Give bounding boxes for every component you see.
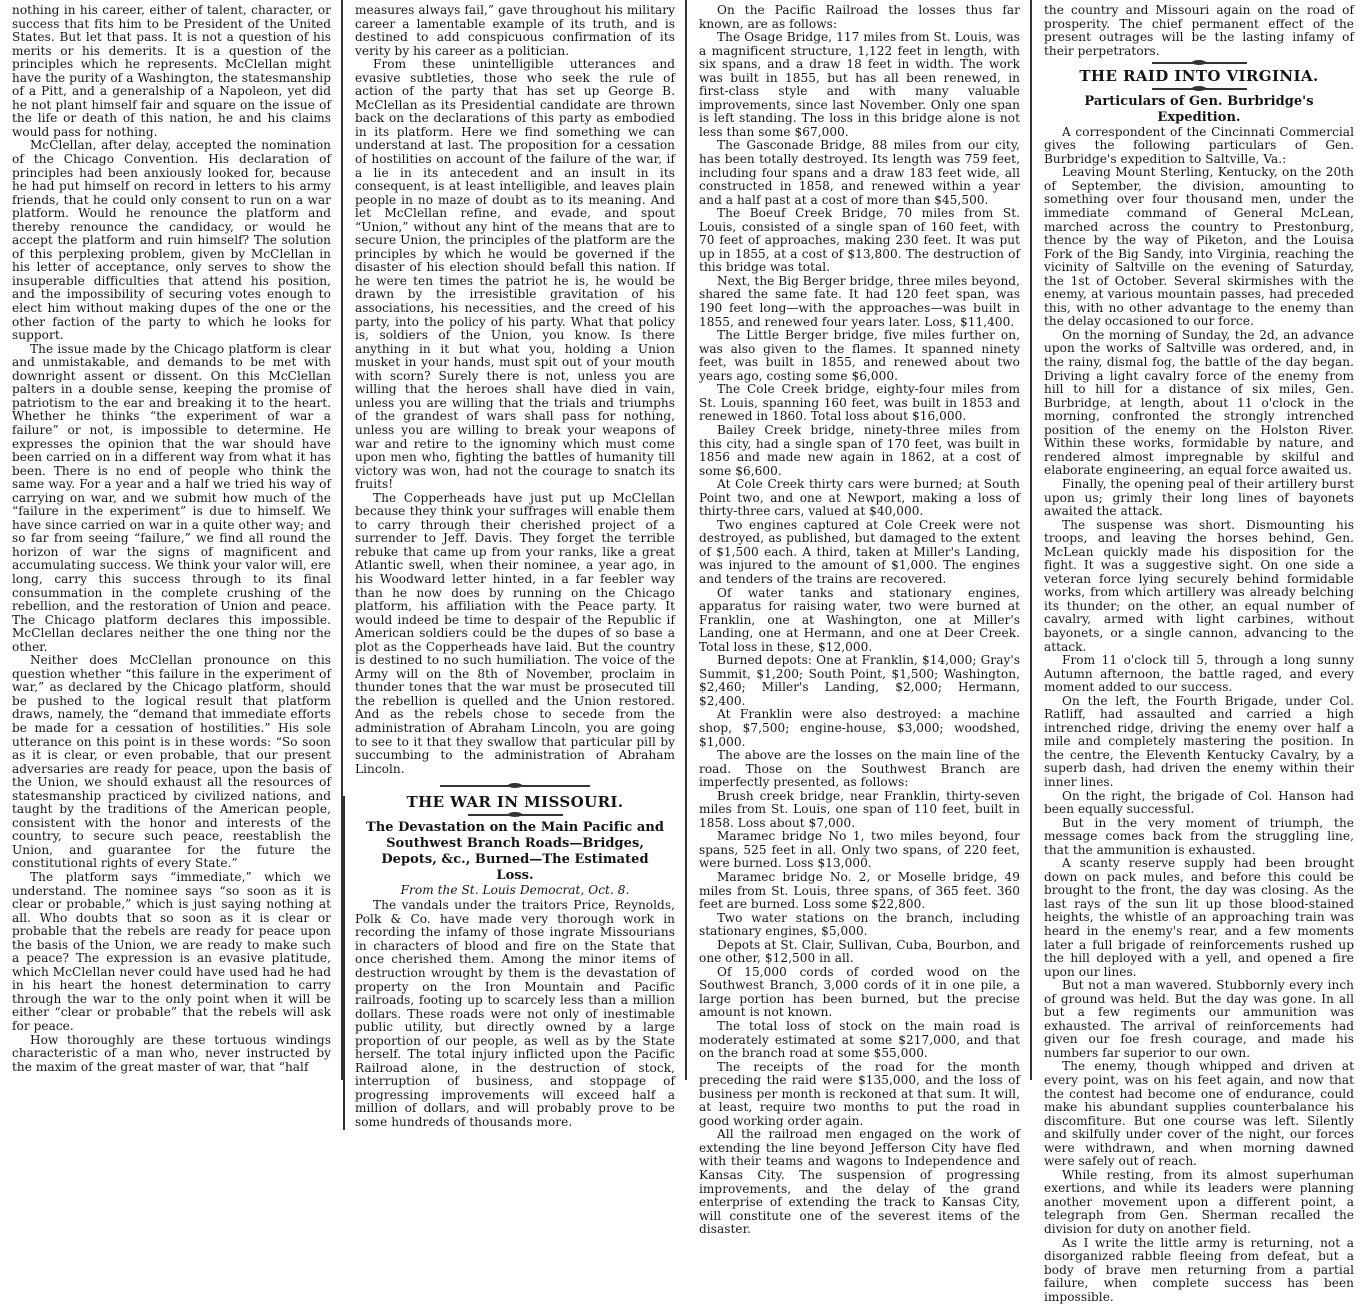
- article-headline: THE WAR IN MISSOURI.: [406, 793, 624, 812]
- paragraph: Maramec bridge No. 2, or Moselle bridge, 49 miles from St. Louis, three spans, of 365 feet. 360 feet are burned. Loss some $22,800.: [699, 870, 1020, 912]
- paragraph: How thoroughly are these tortuous windings characteristic of a man who, never instructed by the maxim of the great master of war, that “half: [12, 1032, 331, 1074]
- column-4: [1030, 0, 1364, 1304]
- paragraph: measures always fail,” gave throughout his military career a lamentable example of its truth, and is destined to add conspicuous confirmation of its verity by his career as a politician.: [355, 3, 675, 58]
- paragraph: Bailey Creek bridge, ninety-three miles from this city, had a single span of 170 feet, was built in 1856 and made new again in 1862, at a cost of some $6,600.: [699, 422, 1020, 478]
- paragraph: McClellan, after delay, accepted the nomination of the Chicago Convention. His declaration of principles had been anxiously looked for, because he had put himself on record in letters to his army friends, that he could only consent to run on a war platform. Would he renounce the platform and thereby renounce the candidacy, or would he accept the platform and ruin himself? The solution of this perplexing problem, given by McClellan in his letter of acceptance, only serves to show the insuperable difficulties that attend his position, and the impossibility of securing votes enough to elect him without making dupes of the one or the other faction of the party to which he looks for support.: [12, 138, 331, 343]
- paragraph: Of water tanks and stationary engines, apparatus for raising water, two were burned at Franklin, one at Washington, one at Miller's Landing, one at Hermann, and one at Deer Creek. Total loss in these, $12,000.: [699, 585, 1020, 654]
- paragraph: The Boeuf Creek Bridge, 70 miles from St. Louis, consisted of a single span of 160 feet, with 70 feet of approaches, making 230 feet. It was put up in 1855, at a cost of $13,800. The destruction of this bridge was total.: [699, 206, 1020, 275]
- article-dateline: From the St. Louis Democrat, Oct. 8.: [400, 882, 630, 897]
- paragraph: Neither does McClellan pronounce on this question whether “this failure in the experiment of war,” as declared by the Chicago platform, should be pushed to the logical result that platform draws, namely, the “demand that immediate efforts be made for a cessation of hostilities.” His sole utterance on this point is in these words: “So soon as it is clear, or even probable, that our present adversaries are ready for peace, upon the basis of the Union, we should exhaust all the resources of statesmanship practiced by civilized nations, and taught by the traditions of the American people, consistent with the honor and interests of the country, to secure such peace, reestablish the Union, and guarantee for the future the constitutional rights of every State.”: [12, 653, 331, 871]
- paragraph: From these unintelligible utterances and evasive subtleties, those who seek the rule of action of the party that has set up George B. McClellan as its Presidential candidate are thrown back on the declarations of this party as embodied in its platform. Here we find something we can understand at last. The proposition for a cessation of hostilities on account of the failure of the war, if a lie in its antecedent and an insult in its consequent, is at least intelligible, and leaves plain people in no maze of doubt as to its meaning. And let McClellan refine, and evade, and spout “Union,” without any hint of the means that are to secure Union, the principles of the platform are the principles by which he would be governed if the disaster of his election should befall this nation. If he were ten times the patriot he is, he would be drawn by the irresistible gravitation of his associations, his necessities, and the creed of his party, into the policy of his party. What that policy is, soldiers of the Union, you know. Is there anything in it but what you, holding a Union musket in your hands, must spit out of your mouth with scorn? Surely there is not, unless you are willing that the heroes shall have died in vain, unless you are willing that the trials and triumphs of the grandest of wars shall pass for nothing, unless you are willing to break your weapons of war and retire to the ignominy which must come upon men who, fighting the battles of humanity till victory was won, had not the courage to snatch its fruits!: [355, 57, 675, 492]
- paragraph: Depots at St. Clair, Sullivan, Cuba, Bourbon, and one other, $12,500 in all.: [699, 937, 1020, 966]
- section-divider: [1152, 62, 1247, 64]
- paragraph: The vandals under the traitors Price, Reynolds, Polk & Co. have made very thorough work in recording the infamy of those ingrate Missourians in characters of blood and fire on the State that once cherished them. Among the minor items of destruction wrought by them is the devastation of property on the Iron Mountain and Pacific railroads, footing up to scarcely less than a million dollars. These roads were not only of inestimable public utility, but directly owned by a large proportion of our people, as well as by the State herself. The total injury inflicted upon the Pacific Railroad alone, in the destruction of stock, interruption of business, and stoppage of progressing improvements will exceed half a million of dollars, and will probably prove to be some hundreds of thousands more.: [355, 898, 675, 1130]
- paragraph: On the right, the brigade of Col. Hanson had been equally successful.: [1044, 788, 1354, 817]
- paragraph: Of 15,000 cords of corded wood on the Southwest Branch, 3,000 cords of it in one pile, a large portion has been burned, but the precise amount is not known.: [699, 964, 1020, 1020]
- paragraph: nothing in his career, either of talent, character, or success that fits him to be President of the United States. But let that pass. It is not a question of his merits or his demerits. It is a question of the principles which he represents. McClellan might have the purity of a Washington, the statesmanship of a Pitt, and a generalship of a Napoleon, yet did he not plant himself fair and square on the issue of the life or death of this nation, he and his claims would pass for nothing.: [12, 3, 331, 139]
- paragraph: The Gasconade Bridge, 88 miles from our city, has been totally destroyed. Its length was 759 feet, including four spans and a draw 183 feet wide, all constructed in 1858, and renewed within a year and a half past at a cost of more than $45,500.: [699, 138, 1020, 207]
- column-1: [0, 0, 341, 1080]
- paragraph: On the morning of Sunday, the 2d, an advance upon the works of Saltville was ordered, and, in the rainy, dismal fog, the battle of the day began. Driving a light cavalry force of the enemy from hill to hill for a distance of six miles, Gen. Burbridge, at length, about 11 o'clock in the morning, confronted the strongly intrenched position of the enemy on the Holston River. Within these works, formidable by nature, and rendered almost impregnable by skilful and elaborate engineering, an equal force awaited us.: [1044, 327, 1354, 478]
- paragraph: The suspense was short. Dismounting his troops, and leaving the horses behind, Gen. McLean quickly made his disposition for the fight. It was a suggestive sight. On one side a veteran force lying securely behind formidable works, from which artillery was already belching its thunder; on the other, an equal number of cavalry, armed with light carbines, without bayonets, or a single cannon, advancing to the attack.: [1044, 517, 1354, 654]
- paragraph: The Cole Creek bridge, eighty-four miles from St. Louis, spanning 160 feet, was built in 1853 and renewed in 1860. Total loss about $16,000.: [699, 382, 1020, 424]
- paragraph: As I write the little army is returning, not a disorganized rabble fleeing from defeat, but a body of brave men returning from a partial failure, when complete success has been impossible.: [1044, 1235, 1354, 1304]
- paragraph: the country and Missouri again on the road of prosperity. The chief permanent effect of the present outrages will be the lasting infamy of their perpetrators.: [1044, 3, 1354, 58]
- headline-divider: [1152, 88, 1247, 90]
- column-3: [685, 0, 1030, 1237]
- article-subheadline: The Devastation on the Main Pacific and Southwest Branch Roads—Bridges, Depots, &c., Burned—The Estimated Loss.: [365, 819, 664, 883]
- paragraph: Leaving Mount Sterling, Kentucky, on the 20th of September, the division, amounting to something over four thousand men, under the immediate command of General McLean, marched across the country to Prestonburg, thence by the way of Piketon, and the Louisa Fork of the Big Sandy, into Virginia, reaching the vicinity of Saltville on the evening of Saturday, the 1st of October. Several skirmishes with the enemy, at various mountain passes, had preceded this, with no other advantage to the enemy than the delay occasioned to our force.: [1044, 165, 1354, 329]
- paragraph: Burned depots: One at Franklin, $14,000; Gray's Summit, $1,200; South Point, $1,500; Washington, $2,460; Miller's Landing, $2,000; Hermann, $2,400.: [699, 653, 1020, 708]
- paragraph: The above are the losses on the main line of the road. Those on the Southwest Branch are imperfectly presented, as follows:: [699, 748, 1020, 790]
- paragraph: Finally, the opening peal of their artillery burst upon us; grimly their long lines of bayonets awaited the attack.: [1044, 476, 1354, 519]
- column-2: [341, 0, 685, 1130]
- section-divider: [440, 785, 590, 787]
- paragraph: The total loss of stock on the main road is moderately estimated at some $217,000, and that on the branch road at some $55,000.: [699, 1019, 1020, 1061]
- paragraph: A scanty reserve supply had been brought down on pack mules, and before this could be brought to the front, the day was closing. As the last rays of the sun lit up those blood-stained heights, the whistle of an approaching train was heard in the enemy's rear, and a few moments later a full brigade of reinforcements rushed up the hill deployed with a yell, and opened a fire upon our lines.: [1044, 856, 1354, 979]
- paragraph: At Cole Creek thirty cars were burned; at South Point two, and one at Newport, making a loss of thirty-three cars, valued at $40,000.: [699, 477, 1020, 519]
- paragraph: Brush creek bridge, near Franklin, thirty-seven miles from St. Louis, one span of 110 feet, built in 1858. Loss about $7,000.: [699, 788, 1020, 830]
- paragraph: Two water stations on the branch, including stationary engines, $5,000.: [699, 910, 1020, 939]
- paragraph: All the railroad men engaged on the work of extending the line beyond Jefferson City have fled with their teams and wagons to Independence and Kansas City. The suspension of progressing improvements, and the delay of the grand enterprise of extending the track to Kansas City, will constitute one of the severest items of the disaster.: [699, 1127, 1020, 1237]
- paragraph: Next, the Big Berger bridge, three miles beyond, shared the same fate. It had 120 feet span, was 190 feet long—with the approaches—was built in 1855, and renewed four years later. Loss, $11,400.: [699, 273, 1020, 329]
- paragraph: A correspondent of the Cincinnati Commercial gives the following particulars of Gen. Burbridge's expedition to Saltville, Va.:: [1044, 124, 1354, 166]
- headline-divider: [468, 814, 563, 816]
- article-subheadline: Particulars of Gen. Burbridge's Expedition.: [1084, 93, 1314, 125]
- paragraph: From 11 o'clock till 5, through a long sunny Autumn afternoon, the battle raged, and every moment added to our success.: [1044, 653, 1354, 695]
- paragraph: But not a man wavered. Stubbornly every inch of ground was held. But the day was gone. In all but a few regiments our ammunition was exhausted. The arrival of reinforcements had given our foe fresh courage, and made his numbers far superior to our own.: [1044, 978, 1354, 1060]
- paragraph: Two engines captured at Cole Creek were not destroyed, as published, but damaged to the extent of $1,500 each. A third, taken at Miller's Landing, was injured to the amount of $1,000. The engines and tenders of the trains are recovered.: [699, 517, 1020, 586]
- paragraph: The Osage Bridge, 117 miles from St. Louis, was a magnificent structure, 1,122 feet in length, with six spans, and a draw 18 feet in width. The work was built in 1855, but has all been renewed, in first-class style and with many valuable improvements, since last November. Only one span is left standing. The loss in this bridge alone is not less than some $67,000.: [699, 30, 1020, 139]
- paragraph: The Little Berger bridge, five miles further on, was also given to the flames. It spanned ninety feet, was built in 1855, and renewed about two years ago, costing some $6,000.: [699, 328, 1020, 383]
- article-headline: THE RAID INTO VIRGINIA.: [1079, 67, 1319, 86]
- paragraph: On the Pacific Railroad the losses thus far known, are as follows:: [699, 3, 1020, 31]
- paragraph: The issue made by the Chicago platform is clear and unmistakable, and demands to be met with downright assent or dissent. On this McClellan palters in a double sense, keeping the promise of patriotism to the ear and breaking it to the heart. Whether he thinks “the experiment of war a failure” or not, is impossible to determine. He expresses the opinion that the war should have been carried on in a different way from what it has been. There is no end of people who think the same way. For a year and a half we tried his way of carrying on war, and we submit how much of the “failure in the experiment” is due to himself. We have since carried on war in a quite other way; and so far from seeing “failure,” we find all round the horizon of war the signs of magnificent and accumulating success. We think your valor will, ere long, carry this success through to its final consummation in the complete crushing of the rebellion, and the restoration of Union and peace. The Chicago platform declares this impossible. McClellan declares neither the one thing nor the other.: [12, 341, 331, 654]
- paragraph: But in the very moment of triumph, the message comes back from the struggling line, that the ammunition is exhausted.: [1044, 815, 1354, 857]
- paragraph: The receipts of the road for the month preceding the raid were $135,000, and the loss of business per month is reckoned at that sum. It will, at least, require two months to put the road in good working order again.: [699, 1059, 1020, 1128]
- paragraph: The Copperheads have just put up McClellan because they think your suffrages will enable them to carry through their cherished project of a surrender to Jeff. Davis. They forget the terrible rebuke that came up from your ranks, like a great Atlantic swell, when their nominee, a year ago, in his Woodward letter hinted, in a far feebler way than he now does by running on the Chicago platform, his affiliation with the Peace party. It would indeed be time to despair of the Republic if American soldiers could be the dupes of so base a plot as the Copperheads have laid. But the country is destined to no such humiliation. The voice of the Army will on the 8th of November, proclaim in thunder tones that the war must be prosecuted till the rebellion is quelled and the Union restored. And as the rebels chose to secede from the administration of Abraham Lincoln, you are going to see to it that they swallow that particular pill by succumbing to the administration of Abraham Lincoln.: [355, 490, 675, 776]
- paragraph: The platform says “immediate,” which we understand. The nominee says “so soon as it is clear or probable,” which is just saying nothing at all. Who doubts that so soon as it is clear or probable that the rebels are ready for peace upon the basis of the Union, we are ready to make such a peace? The expression is an evasive platitude, which McClellan never could have used had he had in his heart the honest determination to carry through the war to the only point when it will be either “clear or probable” that the rebels will ask for peace.: [12, 870, 331, 1034]
- paragraph: The enemy, though whipped and driven at every point, was on his feet again, and now that the contest had become one of endurance, could make his abundant supplies counterbalance his discomfiture. But one course was left. Silently and skilfully under cover of the night, our forces were withdrawn, and when morning dawned were safely out of reach.: [1044, 1059, 1354, 1169]
- paragraph: Maramec bridge No 1, two miles beyond, four spans, 525 feet in all. Only two spans, of 220 feet, were burned. Loss $13,000.: [699, 829, 1020, 871]
- paragraph: On the left, the Fourth Brigade, under Col. Ratliff, had assaulted and carried a high intrenched ridge, driving the enemy over half a mile and completely mastering the position. In the centre, the Eleventh Kentucky Cavalry, by a superb dash, had driven the enemy within their inner lines.: [1044, 693, 1354, 789]
- paragraph: While resting, from its almost superhuman exertions, and while its leaders were planning another movement upon a different point, a telegraph from Gen. Sherman recalled the division for duty on another field.: [1044, 1167, 1354, 1237]
- paragraph: At Franklin were also destroyed: a machine shop, $7,500; engine-house, $3,000; woodshed, $1,000.: [699, 707, 1020, 749]
